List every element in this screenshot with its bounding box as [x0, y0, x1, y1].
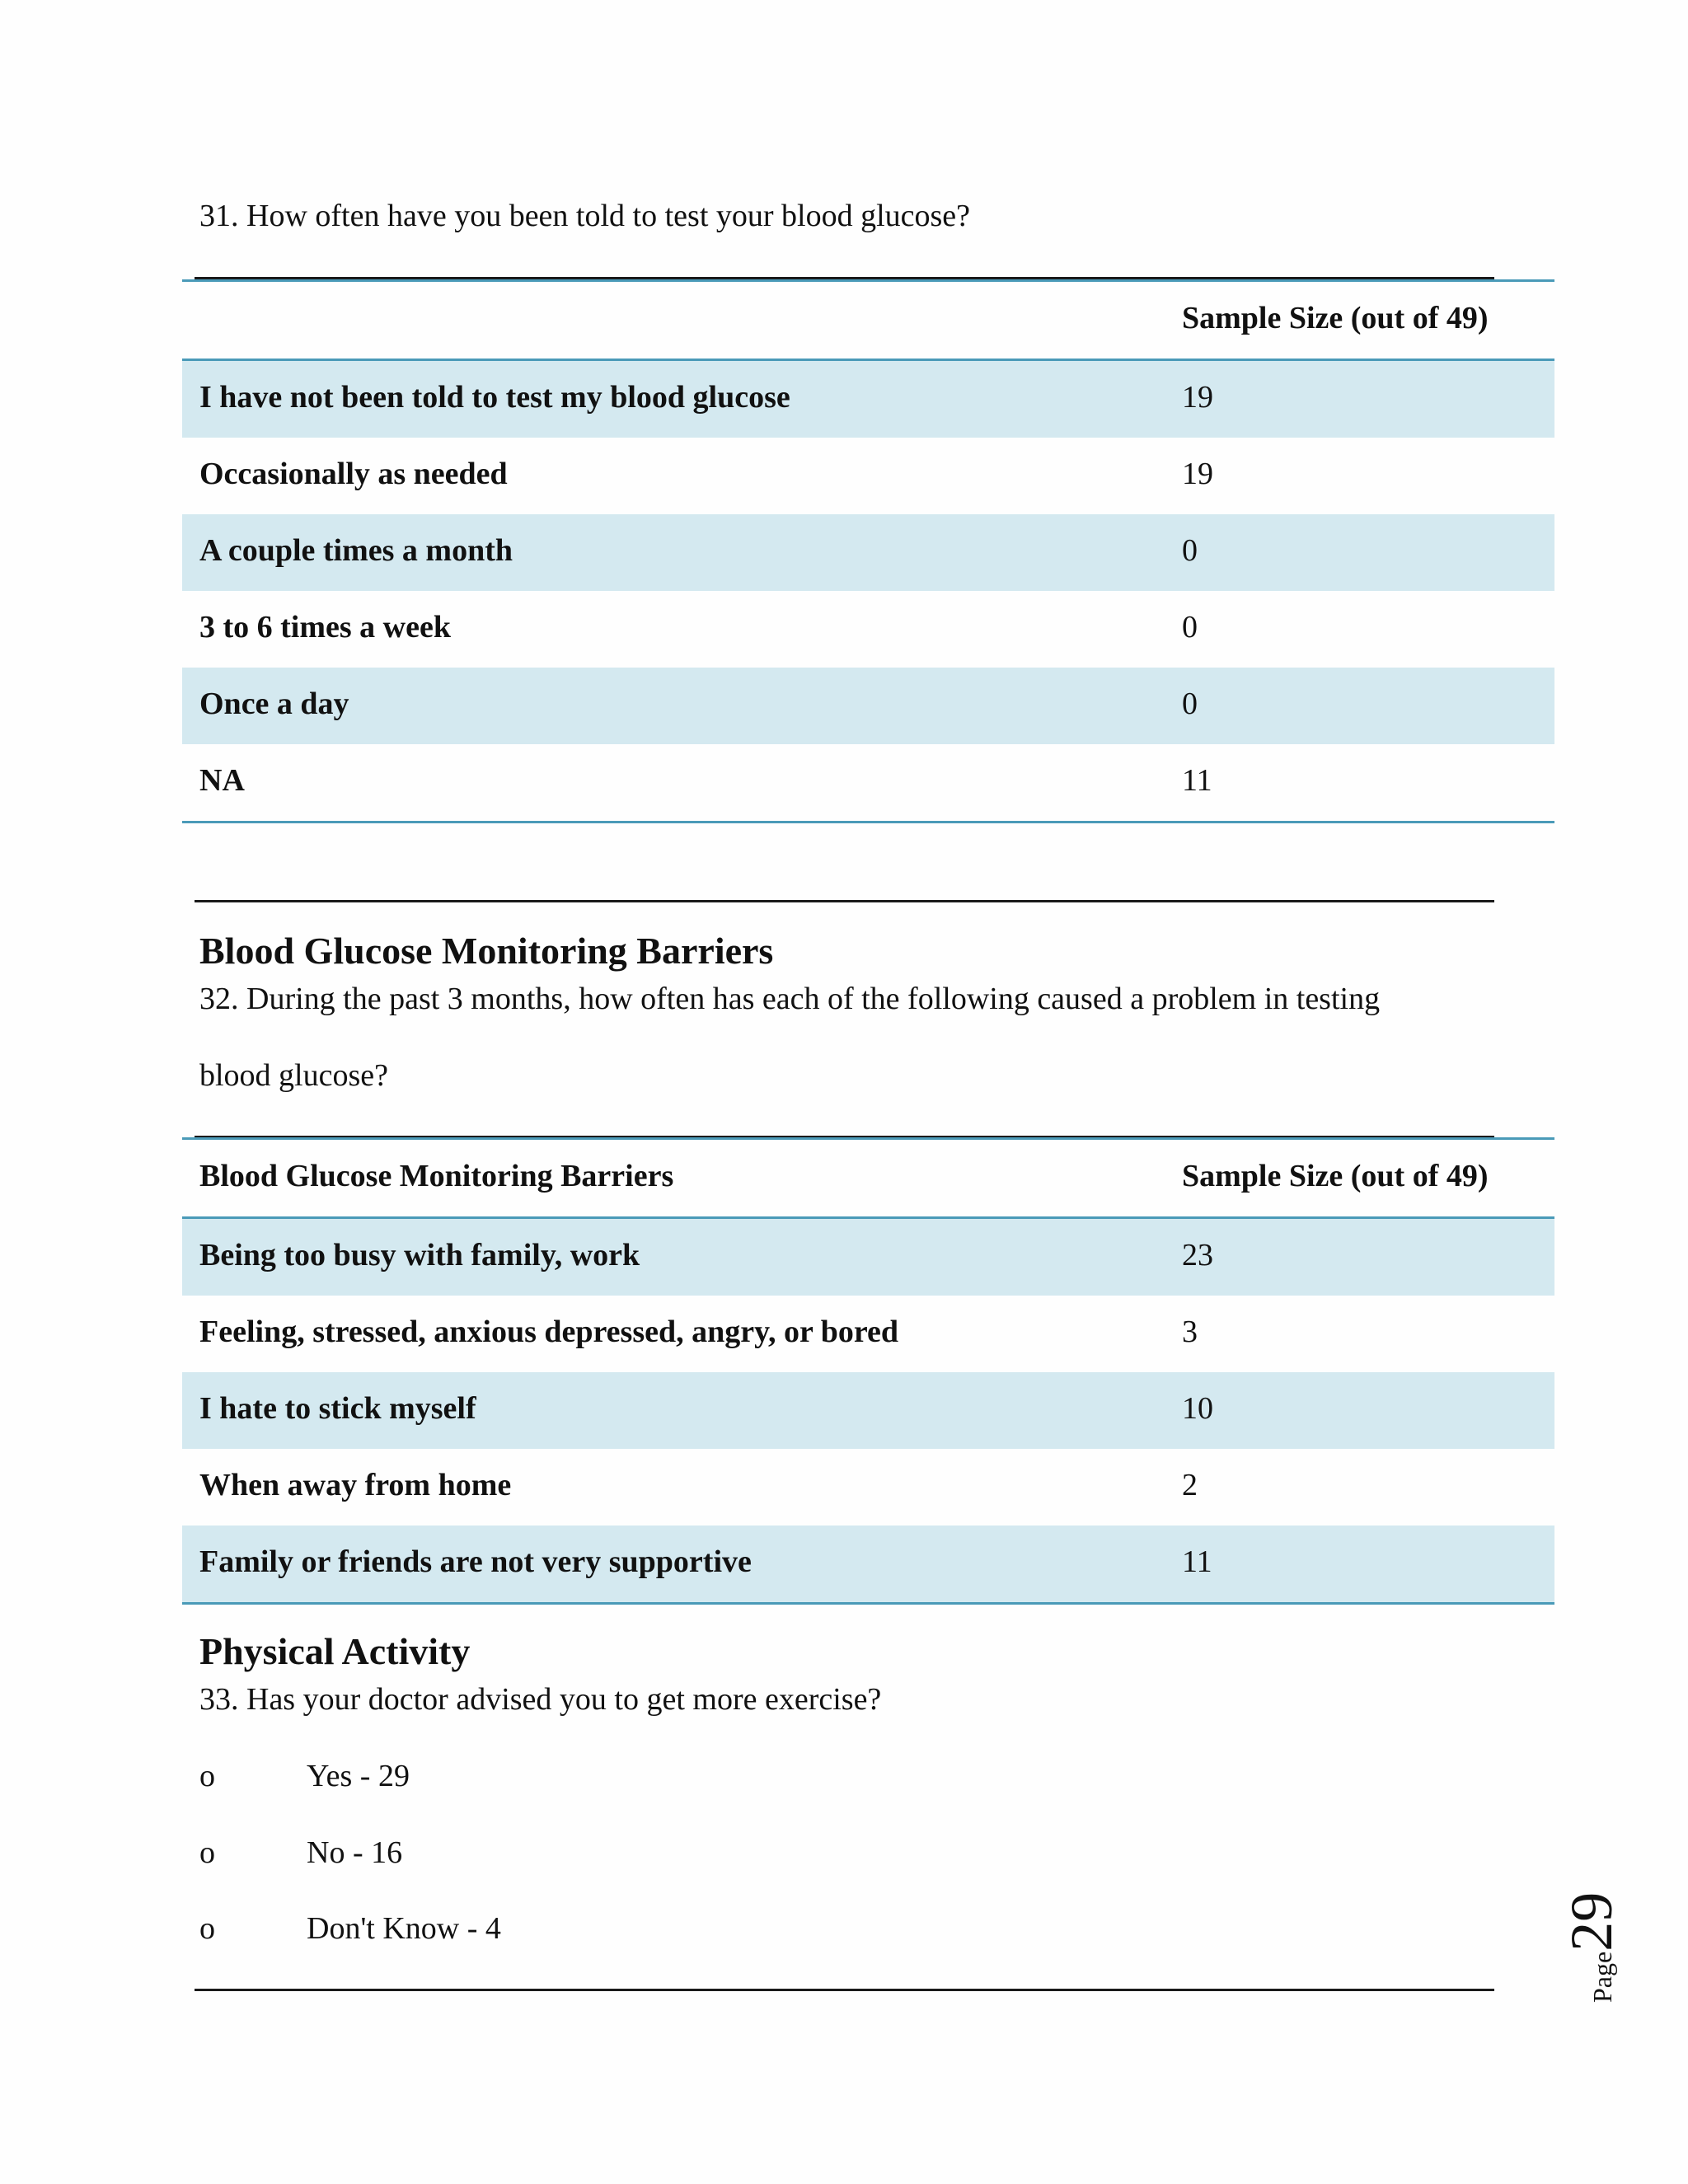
table-row: [182, 744, 1554, 821]
row-value: 2: [1182, 1468, 1198, 1502]
question-31: 31. How often have you been told to test your blood glucose?: [199, 199, 971, 233]
table-row: [182, 1526, 1554, 1602]
option-yes: Yes - 29: [307, 1759, 410, 1793]
table-row: [182, 438, 1554, 514]
row-value: 19: [1182, 457, 1213, 491]
header-sample-size: Sample Size (out of 49): [1182, 1159, 1489, 1193]
bullet-marker: o: [199, 1759, 215, 1793]
row-value: 0: [1182, 687, 1198, 721]
row-value: 11: [1182, 763, 1212, 798]
row-value: 19: [1182, 380, 1213, 415]
row-value: 0: [1182, 610, 1198, 644]
question-33: 33. Has your doctor advised you to get more exercise?: [199, 1682, 882, 1717]
divider: [195, 900, 1494, 902]
row-value: 11: [1182, 1544, 1212, 1579]
page-word: Page: [1587, 1951, 1617, 2003]
table-bottom-line: [182, 1602, 1554, 1605]
table-row: [182, 514, 1554, 591]
table-row: [182, 1219, 1554, 1296]
table-row: [182, 1449, 1554, 1526]
question-32-line2: blood glucose?: [199, 1058, 389, 1093]
row-label: When away from home: [199, 1468, 512, 1502]
divider: [195, 1989, 1494, 1991]
row-label: 3 to 6 times a week: [199, 610, 451, 644]
table-row: [182, 668, 1554, 744]
row-label: I have not been told to test my blood glucose: [199, 380, 790, 415]
row-value: 23: [1182, 1238, 1213, 1272]
row-value: 3: [1182, 1315, 1198, 1349]
header-barriers: Blood Glucose Monitoring Barriers: [199, 1159, 674, 1193]
question-32-line1: 32. During the past 3 months, how often has each of the following caused a problem in testing: [199, 982, 1381, 1016]
row-label: Family or friends are not very supportive: [199, 1544, 752, 1579]
table-row: [182, 1372, 1554, 1449]
barriers-table: [182, 1137, 1554, 1605]
section-title-physical-activity: Physical Activity: [199, 1630, 471, 1672]
header-sample-size: Sample Size (out of 49): [1182, 301, 1489, 335]
option-dont-know: Don't Know - 4: [307, 1911, 501, 1946]
table-row: [182, 1296, 1554, 1372]
page-number-value: 29: [1559, 1891, 1625, 1952]
page-number: [1558, 1805, 1657, 2003]
table-bottom-line: [182, 821, 1554, 823]
option-no: No - 16: [307, 1835, 403, 1870]
table-row: [182, 591, 1554, 668]
bullet-marker: o: [199, 1835, 215, 1870]
row-value: 0: [1182, 533, 1198, 568]
table-header-row: [182, 282, 1554, 359]
table-header-row: [182, 1140, 1554, 1216]
row-label: Being too busy with family, work: [199, 1238, 640, 1272]
row-label: Once a day: [199, 687, 349, 721]
row-label: A couple times a month: [199, 533, 513, 568]
row-label: NA: [199, 763, 245, 798]
bullet-marker: o: [199, 1911, 215, 1946]
table-row: [182, 361, 1554, 438]
row-label: Occasionally as needed: [199, 457, 508, 491]
row-label: Feeling, stressed, anxious depressed, angry, or bored: [199, 1315, 899, 1349]
section-title-barriers: Blood Glucose Monitoring Barriers: [199, 930, 774, 972]
row-value: 10: [1182, 1391, 1213, 1426]
row-label: I hate to stick myself: [199, 1391, 476, 1426]
q31-table: [182, 279, 1554, 823]
